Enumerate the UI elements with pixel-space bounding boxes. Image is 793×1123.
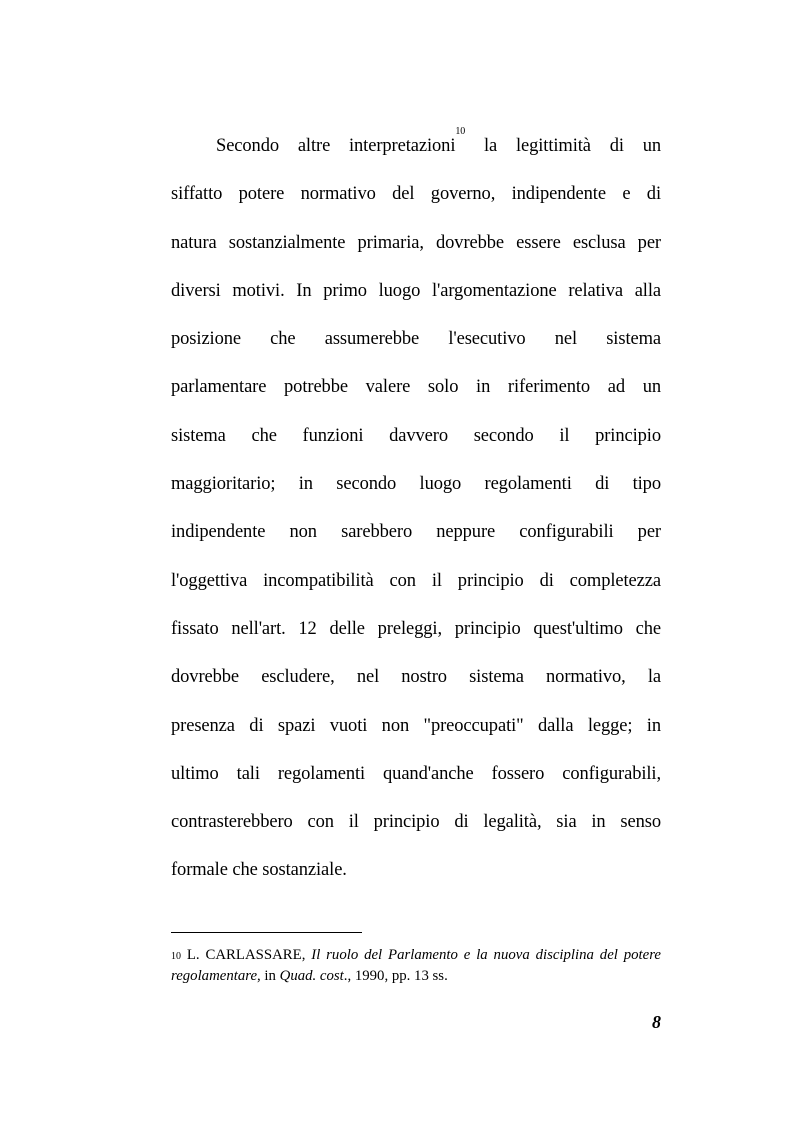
paragraph-line: l'oggettiva incompatibilità con il principio di completezza xyxy=(171,570,661,591)
paragraph-line: natura sostanzialmente primaria, dovrebbe essere esclusa per xyxy=(171,232,661,253)
page-number: 8 xyxy=(652,1012,661,1032)
footnote-line: $^{10}$ L. CARLASSARE, Il ruolo del Parlamento e la nuova disciplina del potere xyxy=(171,947,662,963)
footnote-line: regolamentare, in Quad. cost., 1990, pp. 13 ss. xyxy=(171,968,448,984)
footnote xyxy=(171,945,661,987)
footnote-number: 10 xyxy=(171,951,181,962)
paragraph-line: sistema che funzioni davvero secondo il principio xyxy=(171,425,661,446)
paragraph-line: formale che sostanziale. xyxy=(171,860,347,881)
paragraph-line: siffatto potere normativo del governo, indipendente e di xyxy=(171,184,661,205)
footnote-title-cont: regolamentare xyxy=(171,968,258,984)
body-text xyxy=(171,122,661,895)
paragraph-line: diversi motivi. In primo luogo l'argomentazione relativa alla xyxy=(171,280,661,301)
paragraph-line: parlamentare potrebbe valere solo in riferimento ad un xyxy=(171,377,661,398)
paragraph-line: Secondo altre interpretazioni$^{10}$ la legittimità di un xyxy=(216,126,661,156)
footnote-title: Il ruolo del Parlamento e la nuova disciplina del potere xyxy=(311,947,662,963)
footnote-author: L. CARLASSARE xyxy=(186,947,302,963)
footnote-reference[interactable]: 10 xyxy=(455,126,466,137)
paragraph-line: dovrebbe escludere, nel nostro sistema normativo, la xyxy=(171,667,661,688)
paragraph-line: ultimo tali regolamenti quand'anche fossero configurabili, xyxy=(171,763,661,784)
paragraph-line: contrasterebbero con il principio di legalità, sia in senso xyxy=(171,812,661,833)
paragraph-line: fissato nell'art. 12 delle preleggi, principio quest'ultimo che xyxy=(171,618,661,639)
paragraph-line: indipendente non sarebbero neppure configurabili per xyxy=(171,522,661,543)
footnote-separator xyxy=(171,932,362,933)
footnote-journal: Quad. cost xyxy=(279,968,344,984)
paragraph-line: presenza di spazi vuoti non "preoccupati" dalla legge; in xyxy=(171,715,661,736)
paragraph-line: posizione che assumerebbe l'esecutivo nel sistema xyxy=(171,329,661,350)
paragraph-line: maggioritario; in secondo luogo regolamenti di tipo xyxy=(171,474,661,495)
